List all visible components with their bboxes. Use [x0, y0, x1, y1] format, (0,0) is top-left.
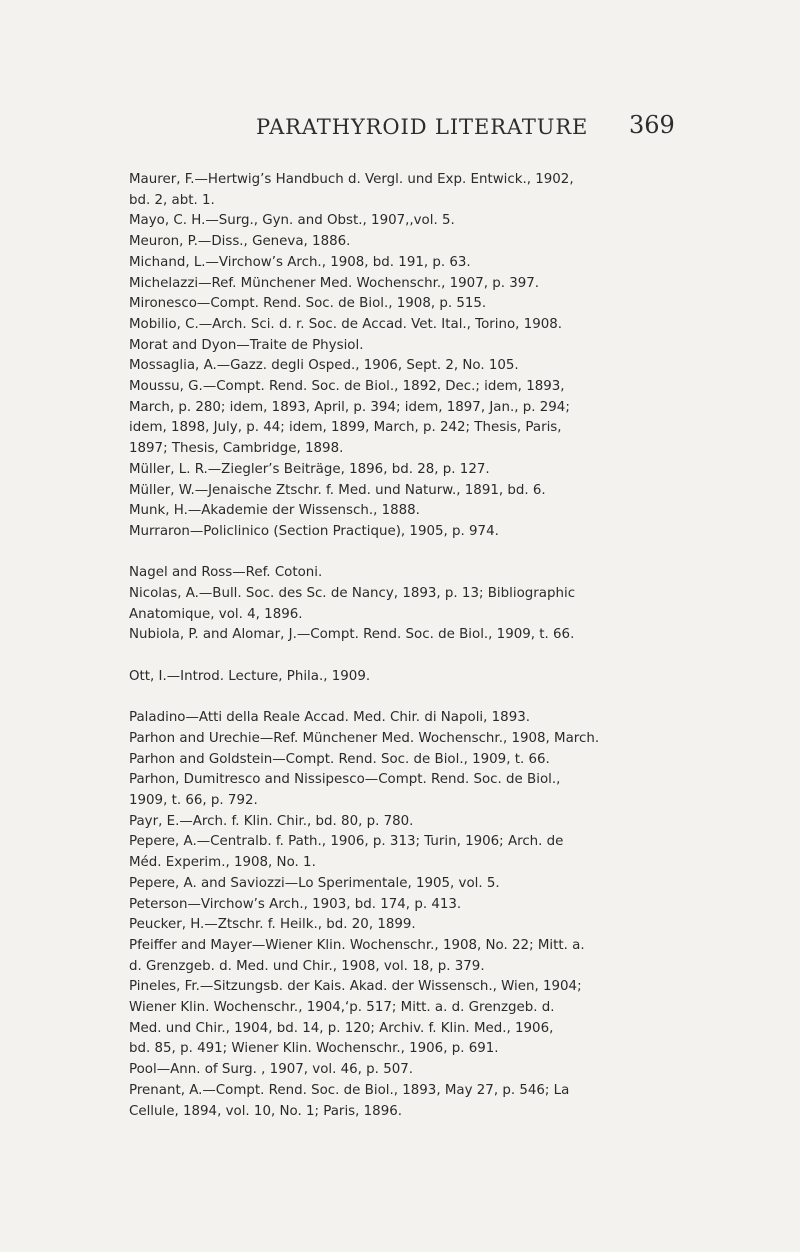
entry-line: Moussu, G.—Compt. Rend. Soc. de Biol., 1892, Dec.; idem, 1893, — [129, 379, 565, 395]
entry-line: Nubiola, P. and Alomar, J.—Compt. Rend. Soc. de Biol., 1909, t. 66. — [129, 627, 575, 643]
entry-line: Michelazzi—Ref. Münchener Med. Wochenschr., 1907, p. 397. — [129, 275, 540, 291]
entry-line: Murraron—Policlinico (Section Practique), 1905, p. 974. — [129, 523, 499, 539]
bibliography-entry — [129, 1081, 689, 1122]
bibliography-entry — [129, 274, 689, 295]
bibliography-entry — [129, 874, 689, 895]
entry-line: Maurer, F.—Hertwig’s Handbuch d. Vergl. und Exp. Entwick., 1902, — [129, 172, 574, 187]
entry-line: Mobilio, C.—Arch. Sci. d. r. Soc. de Accad. Vet. Ital., Torino, 1908. — [129, 316, 563, 332]
bibliography-entry — [129, 211, 689, 232]
bibliography-entry — [129, 936, 689, 977]
entry-line: Med. und Chir., 1904, bd. 14, p. 120; Archiv. f. Klin. Med., 1906, — [129, 1020, 554, 1036]
entry-line: Meuron, P.—Diss., Geneva, 1886. — [129, 234, 351, 250]
bibliography-entry — [129, 377, 689, 460]
bibliography-entry — [129, 915, 689, 936]
entry-line: bd. 2, abt. 1. — [129, 192, 215, 208]
bibliography-entry — [129, 625, 689, 646]
entry-line: Parhon and Goldstein—Compt. Rend. Soc. de Biol., 1909, t. 66. — [129, 751, 550, 767]
bibliography-entry — [129, 170, 689, 211]
entry-line: Prenant, A.—Compt. Rend. Soc. de Biol., 1893, May 27, p. 546; La — [129, 1082, 570, 1098]
entry-line: Mironesco—Compt. Rend. Soc. de Biol., 1908, p. 515. — [129, 296, 487, 312]
entry-line: Payr, E.—Arch. f. Klin. Chir., bd. 80, p. 780. — [129, 813, 414, 829]
entry-line: Anatomique, vol. 4, 1896. — [129, 606, 303, 622]
bibliography-entry — [129, 253, 689, 274]
running-title: PARATHYROID LITERATURE — [256, 115, 589, 139]
entry-line: Pineles, Fr.—Sitzungsb. der Kais. Akad. der Wissensch., Wien, 1904; — [129, 979, 582, 995]
page-header — [0, 111, 800, 155]
entry-line: Michand, L.—Virchow’s Arch., 1908, bd. 191, p. 63. — [129, 254, 471, 270]
bibliography-entry — [129, 977, 689, 1060]
entry-line: idem, 1898, July, p. 44; idem, 1899, March, p. 242; Thesis, Paris, — [129, 420, 562, 436]
bibliography-entry — [129, 501, 689, 522]
entry-line: Parhon and Urechie—Ref. Münchener Med. Wochenschr., 1908, March. — [129, 730, 600, 746]
entry-line: March, p. 280; idem, 1893, April, p. 394; idem, 1897, Jan., p. 294; — [129, 399, 570, 415]
bibliography-entry — [129, 315, 689, 336]
bibliography-entry — [129, 481, 689, 502]
entry-line: Pool—Ann. of Surg. , 1907, vol. 46, p. 507. — [129, 1062, 414, 1078]
entry-line: Mossaglia, A.—Gazz. degli Osped., 1906, Sept. 2, No. 105. — [129, 358, 519, 374]
entry-line: Munk, H.—Akademie der Wissensch., 1888. — [129, 503, 420, 519]
bibliography-entry — [129, 667, 689, 688]
entry-line: Nagel and Ross—Ref. Cotoni. — [129, 565, 323, 581]
entry-line: Pfeiffer and Mayer—Wiener Klin. Wochenschr., 1908, No. 22; Mitt. a. — [129, 937, 585, 953]
section-gap — [129, 543, 689, 564]
bibliography-entry — [129, 812, 689, 833]
section-gap — [129, 688, 689, 709]
bibliography-entry — [129, 1060, 689, 1081]
bibliography-entry — [129, 563, 689, 584]
bibliography-entry — [129, 584, 689, 625]
entry-line: Nicolas, A.—Bull. Soc. des Sc. de Nancy, 1893, p. 13; Bibliographic — [129, 586, 576, 602]
section-gap — [129, 646, 689, 667]
bibliography-entry — [129, 750, 689, 771]
bibliography-entry — [129, 729, 689, 750]
entry-line: Parhon, Dumitresco and Nissipesco—Compt. Rend. Soc. de Biol., — [129, 772, 561, 788]
entry-line: Paladino—Atti della Reale Accad. Med. Chir. di Napoli, 1893. — [129, 710, 530, 726]
bibliography-entry — [129, 522, 689, 543]
bibliography-entry — [129, 708, 689, 729]
bibliography-entry — [129, 895, 689, 916]
entry-line: Müller, L. R.—Ziegler’s Beiträge, 1896, bd. 28, p. 127. — [129, 461, 490, 477]
entry-line: Wiener Klin. Wochenschr., 1904,‘p. 517; Mitt. a. d. Grenzgeb. d. — [129, 1000, 555, 1016]
entry-line: d. Grenzgeb. d. Med. und Chir., 1908, vol. 18, p. 379. — [129, 958, 485, 974]
entry-line: Peterson—Virchow’s Arch., 1903, bd. 174, p. 413. — [129, 896, 462, 912]
bibliography-entry — [129, 460, 689, 481]
entry-line: Ott, I.—Introd. Lecture, Phila., 1909. — [129, 668, 371, 684]
entry-line: Méd. Experim., 1908, No. 1. — [129, 855, 316, 871]
entry-line: Peucker, H.—Ztschr. f. Heilk., bd. 20, 1899. — [129, 917, 416, 933]
bibliography-entry — [129, 832, 689, 873]
entry-line: Pepere, A.—Centralb. f. Path., 1906, p. 313; Turin, 1906; Arch. de — [129, 834, 564, 850]
entry-line: bd. 85, p. 491; Wiener Klin. Wochenschr., 1906, p. 691. — [129, 1041, 499, 1057]
entry-line: Müller, W.—Jenaische Ztschr. f. Med. und Naturw., 1891, bd. 6. — [129, 482, 546, 498]
entry-line: 1909, t. 66, p. 792. — [129, 793, 258, 809]
bibliography-entry — [129, 294, 689, 315]
bibliography-entry — [129, 356, 689, 377]
entry-line: Mayo, C. H.—Surg., Gyn. and Obst., 1907,,vol. 5. — [129, 213, 455, 229]
entry-line: Pepere, A. and Saviozzi—Lo Sperimentale, 1905, vol. 5. — [129, 875, 500, 891]
bibliography-entry — [129, 232, 689, 253]
entry-line: Cellule, 1894, vol. 10, No. 1; Paris, 1896. — [129, 1103, 402, 1119]
bibliography-entry — [129, 336, 689, 357]
bibliography-list — [129, 170, 689, 1122]
entry-line: Morat and Dyon—Traite de Physiol. — [129, 337, 364, 353]
entry-line: 1897; Thesis, Cambridge, 1898. — [129, 441, 344, 457]
bibliography-entry — [129, 770, 689, 811]
page-number: 369 — [629, 111, 675, 139]
